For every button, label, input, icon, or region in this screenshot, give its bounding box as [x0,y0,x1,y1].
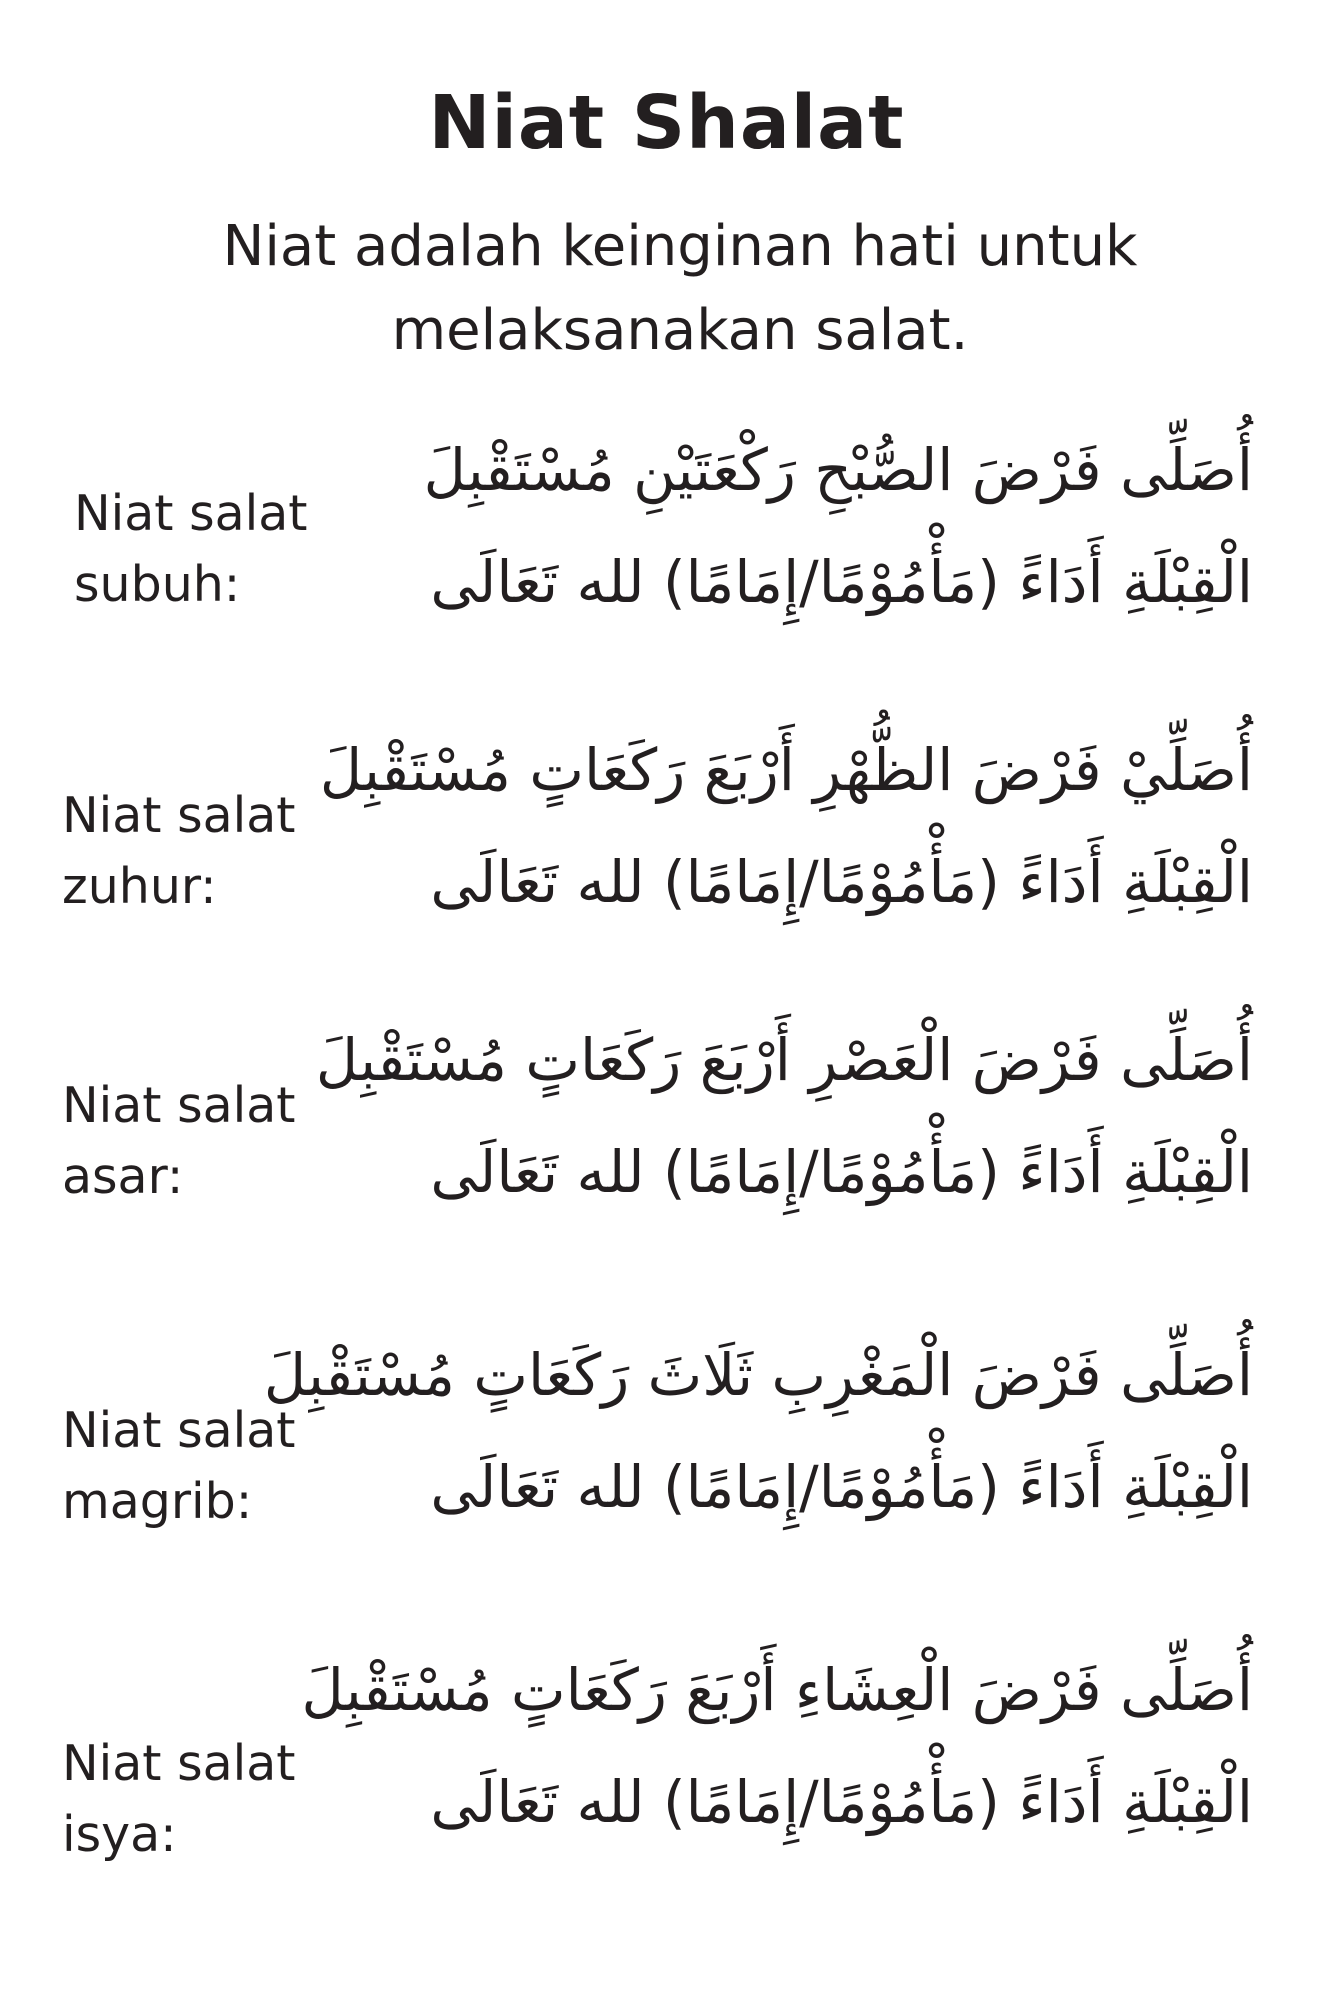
page-title: Niat Shalat [428,80,905,166]
niat-asar-arabic-line-1: أُصَلِّى فَرْضَ الْعَصْرِ أَرْبَعَ رَكَعَاتٍ مُسْتَقْبِلَ [315,1026,1253,1094]
niat-subuh-arabic-line-2: الْقِبْلَةِ أَدَاءً (مَأْمُوْمًا/إِمَامًا) لله تَعَالَى [430,548,1253,616]
niat-isya-arabic-line-1: أُصَلِّى فَرْضَ الْعِشَاءِ أَرْبَعَ رَكَعَاتٍ مُسْتَقْبِلَ [301,1656,1253,1724]
niat-magrib-arabic-line-1: أُصَلِّى فَرْضَ الْمَغْرِبِ ثَلَاثَ رَكَعَاتٍ مُسْتَقْبِلَ [263,1341,1253,1409]
niat-zuhur-label: Niat salat zuhur: [62,787,296,915]
niat-subuh-label: Niat salat subuh: [74,485,308,613]
niat-asar-section [0,1010,1333,1240]
niat-magrib-section [0,1325,1333,1555]
niat-isya-label: Niat salat isya: [62,1735,296,1863]
niat-zuhur-arabic-line-2: الْقِبْلَةِ أَدَاءً (مَأْمُوْمًا/إِمَامًا) لله تَعَالَى [430,848,1253,916]
intro-text: Niat adalah keinginan hati untuk melaksanakan salat. [222,214,1138,363]
niat-zuhur-arabic-line-1: أُصَلِّيْ فَرْضَ الظُّهْرِ أَرْبَعَ رَكَعَاتٍ مُسْتَقْبِلَ [319,736,1253,804]
niat-subuh-arabic-line-1: أُصَلِّى فَرْضَ الصُّبْحِ رَكْعَتَيْنِ مُسْتَقْبِلَ [423,436,1253,504]
niat-isya-section [0,1640,1333,1870]
niat-subuh-section [0,420,1333,650]
niat-asar-arabic-line-2: الْقِبْلَةِ أَدَاءً (مَأْمُوْمًا/إِمَامًا) لله تَعَالَى [430,1138,1253,1206]
niat-zuhur-section [0,720,1333,950]
niat-magrib-arabic-line-2: الْقِبْلَةِ أَدَاءً (مَأْمُوْمًا/إِمَامًا) لله تَعَالَى [430,1453,1253,1521]
niat-magrib-label: Niat salat magrib: [62,1402,296,1530]
niat-isya-arabic-line-2: الْقِبْلَةِ أَدَاءً (مَأْمُوْمًا/إِمَامًا) لله تَعَالَى [430,1768,1253,1836]
niat-asar-label: Niat salat asar: [62,1077,296,1205]
